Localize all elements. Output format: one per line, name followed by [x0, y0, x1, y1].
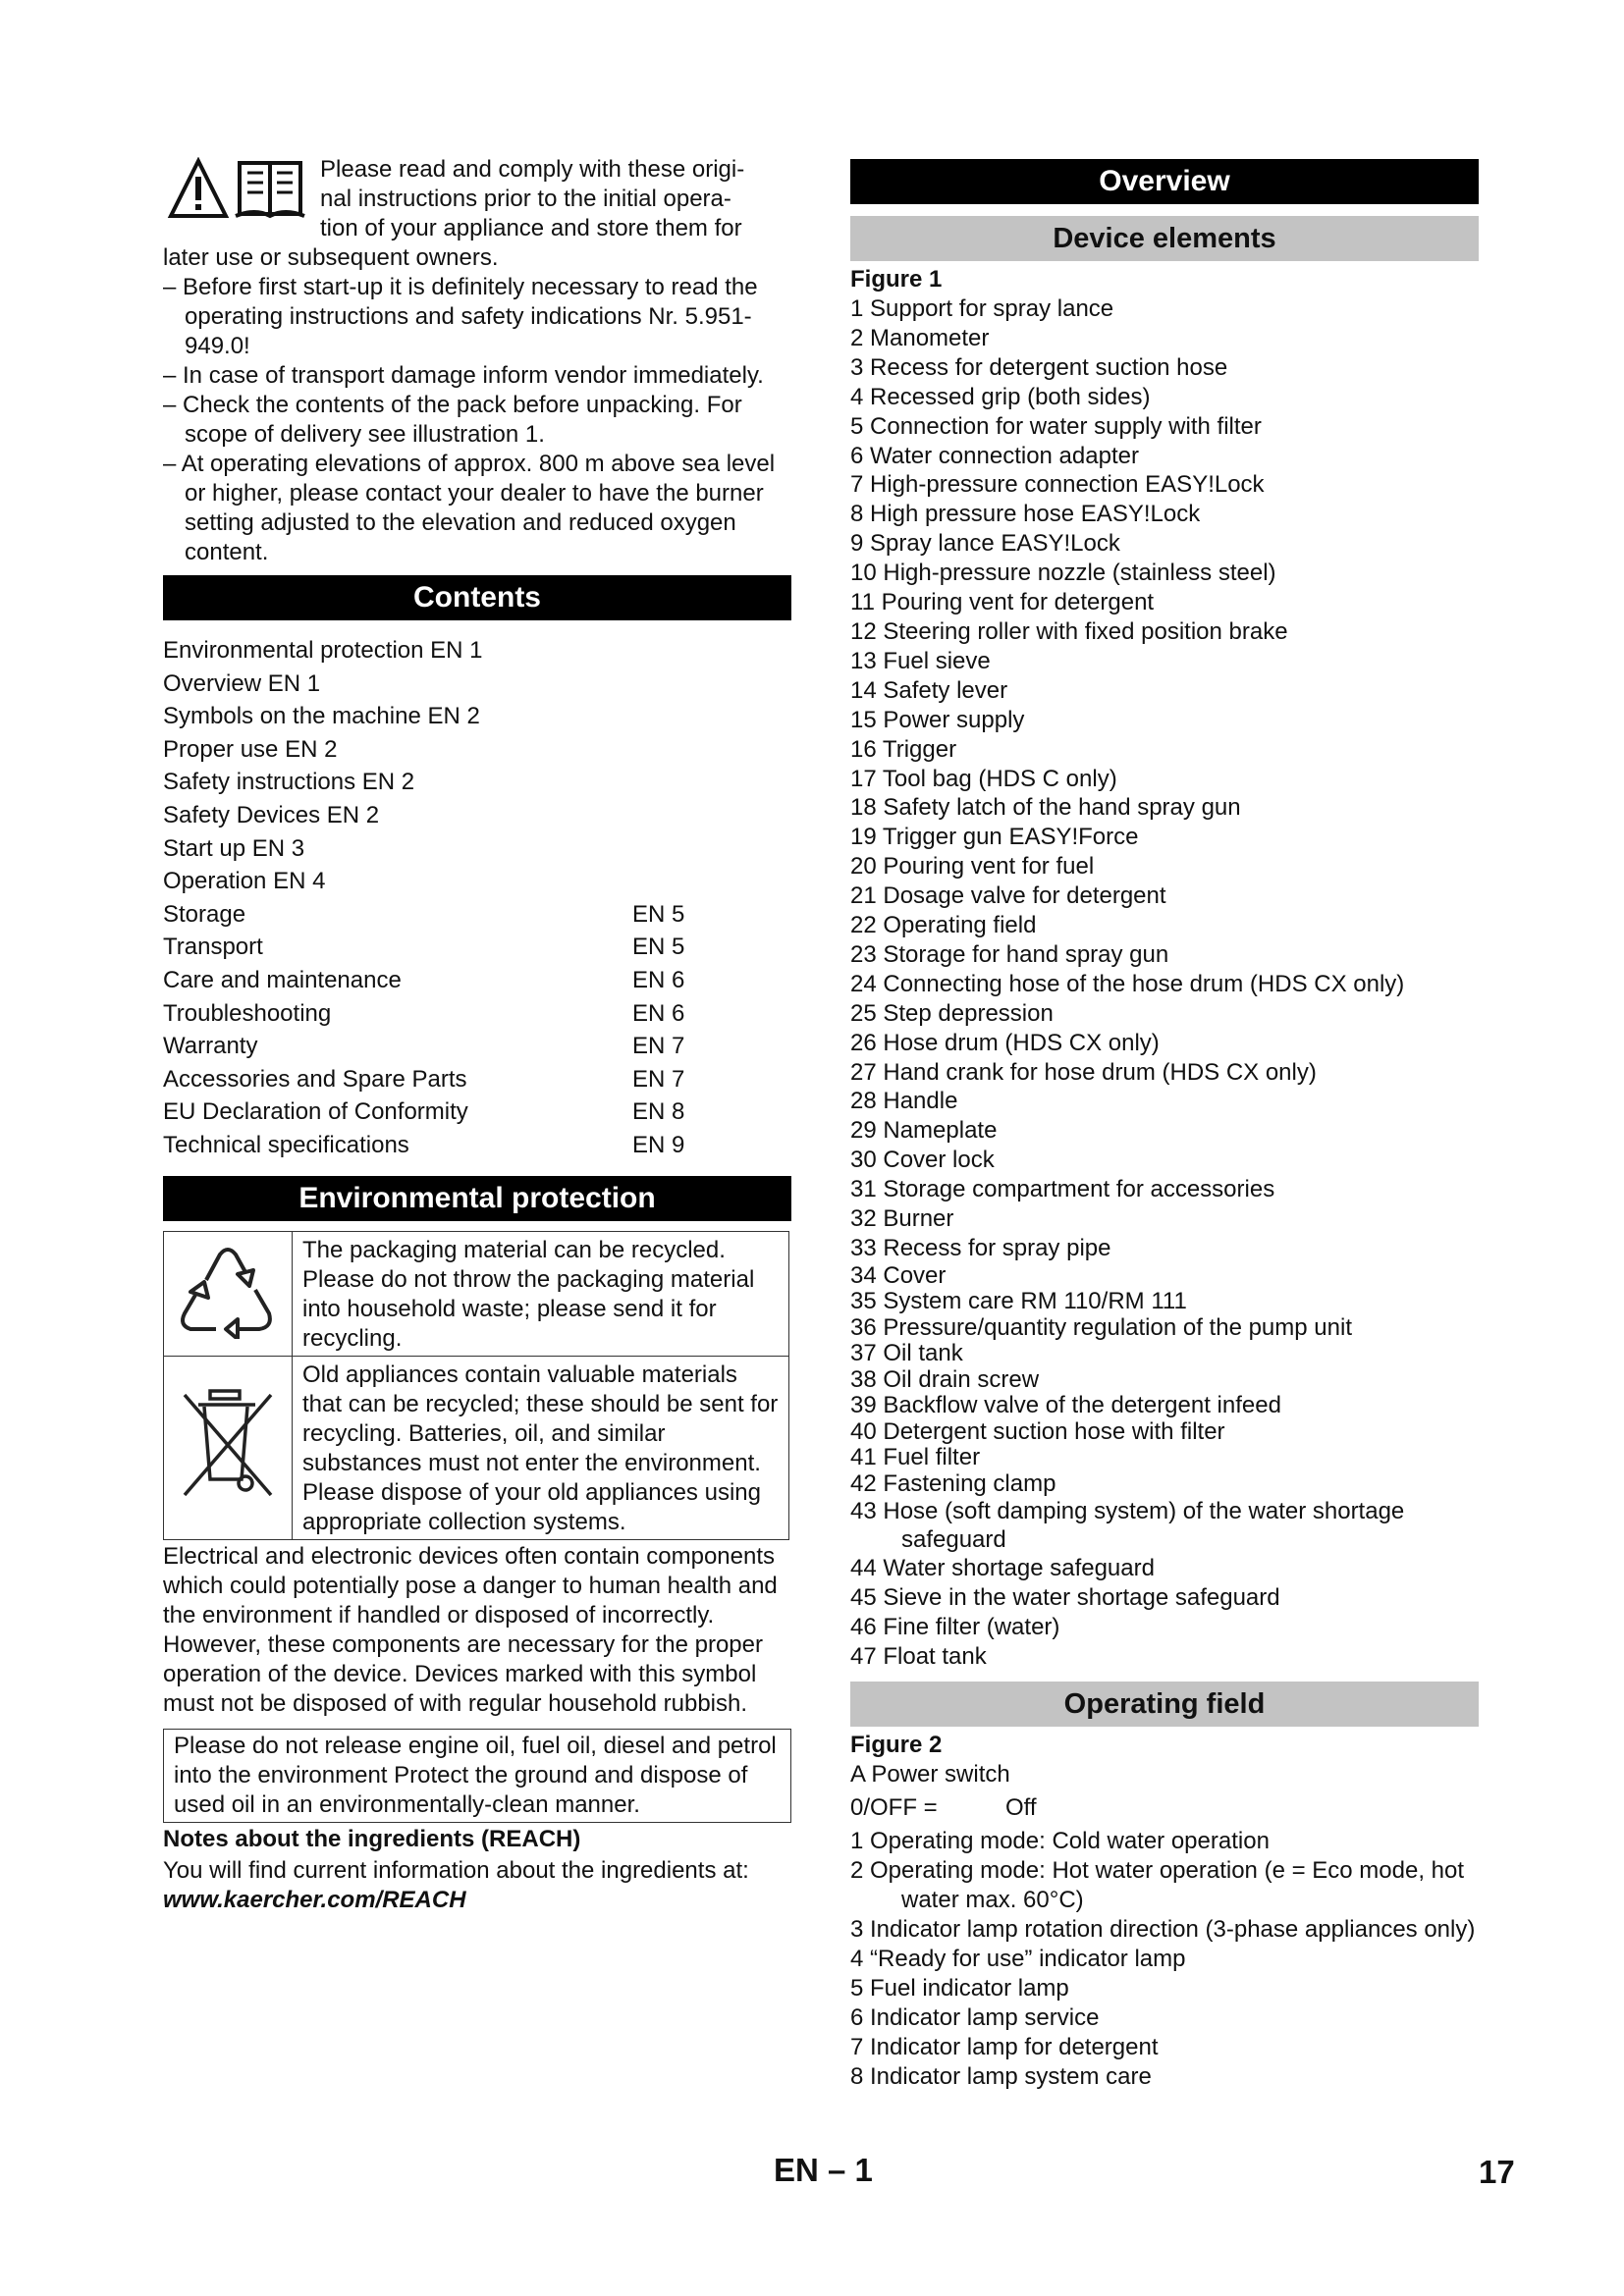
toc-title: Accessories and Spare Parts [163, 1065, 467, 1093]
power-switch-label: A Power switch [850, 1761, 1010, 1789]
toc-page: EN 8 [632, 1098, 685, 1126]
list-item: 40 Detergent suction hose with filter [850, 1417, 1225, 1445]
operating-field-heading: Operating field [850, 1682, 1479, 1727]
list-item: 10 High-pressure nozzle (stainless steel) [850, 560, 1276, 587]
toc-row [163, 700, 791, 733]
toc-row [163, 898, 791, 932]
toc-row [163, 832, 791, 866]
list-item: 6 Indicator lamp service [850, 2004, 1100, 2032]
list-item: 5 Connection for water supply with filter [850, 412, 1262, 440]
toc-title: EU Declaration of Conformity [163, 1098, 468, 1126]
list-item: 22 Operating field [850, 912, 1037, 939]
list-item: 1 Support for spray lance [850, 295, 1114, 322]
list-item: 35 System care RM 110/RM 111 [850, 1288, 1187, 1315]
overview-heading: Overview [850, 159, 1479, 204]
list-item: 34 Cover [850, 1261, 947, 1289]
list-item: 3 Indicator lamp rotation direction (3-phase appliances only) [850, 1916, 1476, 1944]
off-definition-row [850, 1793, 1479, 1823]
list-item: 4 “Ready for use” indicator lamp [850, 1946, 1186, 1973]
list-item: 25 Step depression [850, 999, 1054, 1027]
warning-read-manual-icon [167, 157, 310, 220]
reach-link[interactable]: www.kaercher.com/REACH [163, 1886, 466, 1913]
list-item: 12 Steering roller with fixed position brake [850, 617, 1288, 645]
bullet-item: – Before first start-up it is definitely necessary to read the operating instructions and safety indications Nr. 5.951-949.0! [163, 274, 758, 359]
list-item: 15 Power supply [850, 706, 1025, 733]
list-item: 46 Fine filter (water) [850, 1614, 1060, 1641]
list-item: 27 Hand crank for hose drum (HDS CX only) [850, 1058, 1317, 1086]
list-item: 3 Recess for detergent suction hose [850, 353, 1228, 381]
toc-title: Technical specifications [163, 1131, 409, 1158]
toc-title: Safety Devices EN 2 [163, 801, 380, 828]
toc-row [163, 997, 791, 1031]
toc-title: Environmental protection EN 1 [163, 637, 483, 664]
list-item: 43 Hose (soft damping system) of the water shortage safeguard [850, 1498, 1405, 1554]
toc-title: Storage [163, 900, 246, 928]
list-item: 29 Nameplate [850, 1117, 998, 1145]
operating-field-list [850, 1827, 1479, 2092]
toc-row [163, 799, 791, 832]
bullet-item: – Check the contents of the pack before unpacking. For scope of delivery see illustration 1. [163, 392, 742, 448]
table-of-contents [163, 634, 791, 1162]
left-column [163, 155, 791, 1915]
list-item: 37 Oil tank [850, 1340, 963, 1367]
list-item: 19 Trigger gun EASY!Force [850, 824, 1139, 851]
electrical-devices-text: Electrical and electronic devices often contain components which could potentially pose a danger to human health and the environment if handled or disposed of incorrectly. However, these components are necessary for the proper operation of the device. Devices marked with this symbol must not be disposed of with regular household rubbish. [163, 1542, 778, 1717]
bullet-item: – In case of transport damage inform vendor immediately. [163, 362, 764, 389]
off-value: Off [1005, 1794, 1037, 1822]
toc-page: EN 7 [632, 1065, 685, 1093]
old-appliances-text-cell: Old appliances contain valuable materials that can be recycled; these should be sent for recycling. Batteries, oil, and similar substances must not enter the environment. Please dispose of your old appliances using appropriate collection systems. [293, 1356, 789, 1539]
intro-bullets [163, 273, 791, 567]
recycle-icon-cell [164, 1231, 293, 1356]
intro-notice [163, 155, 791, 273]
list-item: 36 Pressure/quantity regulation of the pump unit [850, 1313, 1352, 1341]
list-item: 5 Fuel indicator lamp [850, 1975, 1069, 2002]
list-item: 11 Pouring vent for detergent [850, 589, 1155, 616]
toc-title: Symbols on the machine EN 2 [163, 703, 480, 730]
list-item: 18 Safety latch of the hand spray gun [850, 794, 1241, 822]
toc-title: Troubleshooting [163, 999, 332, 1027]
list-item: 38 Oil drain screw [850, 1365, 1040, 1393]
intro-line-4: later use or subsequent owners. [163, 244, 499, 271]
environmental-protection-heading: Environmental protection [163, 1176, 791, 1221]
toc-row [163, 1095, 791, 1129]
toc-title: Proper use EN 2 [163, 735, 338, 763]
toc-page: EN 6 [632, 999, 685, 1027]
list-item: 47 Float tank [850, 1643, 987, 1671]
oil-notice-text: Please do not release engine oil, fuel oil, diesel and petrol into the environment Protect the ground and dispose of used oil in an environmentally-clean manner. [174, 1732, 777, 1818]
list-item: 13 Fuel sieve [850, 647, 991, 674]
toc-row [163, 931, 791, 964]
list-item: 8 High pressure hose EASY!Lock [850, 501, 1201, 528]
device-elements-heading: Device elements [850, 216, 1479, 261]
list-item: 26 Hose drum (HDS CX only) [850, 1029, 1160, 1056]
toc-row [163, 1063, 791, 1096]
toc-page: EN 9 [632, 1131, 685, 1158]
table-row [164, 1231, 789, 1356]
list-item: 21 Dosage valve for detergent [850, 882, 1166, 910]
toc-row [163, 766, 791, 799]
toc-page: EN 5 [632, 934, 685, 961]
list-item: 39 Backflow valve of the detergent infeed [850, 1392, 1281, 1419]
list-item: 20 Pouring vent for fuel [850, 853, 1095, 881]
intro-line-2: nal instructions prior to the initial opera- [320, 186, 731, 212]
toc-title: Care and maintenance [163, 966, 402, 993]
list-item: 28 Handle [850, 1088, 958, 1115]
list-item: 7 Indicator lamp for detergent [850, 2034, 1159, 2061]
figure-1-label: Figure 1 [850, 266, 943, 293]
list-item: 2 Manometer [850, 324, 990, 351]
crossed-bin-icon [177, 1385, 279, 1503]
list-item: 42 Fastening clamp [850, 1469, 1056, 1497]
list-item: 1 Operating mode: Cold water operation [850, 1828, 1270, 1855]
toc-title: Start up EN 3 [163, 834, 305, 862]
list-item: 31 Storage compartment for accessories [850, 1176, 1275, 1203]
toc-page: EN 6 [632, 966, 685, 993]
list-item: 4 Recessed grip (both sides) [850, 383, 1151, 410]
intro-line-1: Please read and comply with these origi- [320, 156, 745, 183]
recycle-icon [177, 1241, 279, 1339]
off-label: 0/OFF = [850, 1794, 938, 1822]
table-row [164, 1356, 789, 1539]
list-item: 8 Indicator lamp system care [850, 2063, 1152, 2091]
recycle-text-cell: The packaging material can be recycled. Please do not throw the packaging material into household waste; please send it for recycling. [293, 1231, 789, 1356]
environment-symbols-table [163, 1231, 789, 1540]
toc-row [163, 1129, 791, 1162]
toc-title: Warranty [163, 1033, 258, 1060]
toc-row [163, 964, 791, 997]
bullet-item: – At operating elevations of approx. 800 m above sea level or higher, please contact your dealer to have the burner setting adjusted to the elevation and reduced oxygen content. [163, 451, 776, 565]
toc-title: Safety instructions EN 2 [163, 769, 415, 796]
list-item: 44 Water shortage safeguard [850, 1555, 1155, 1582]
footer-page-number: 17 [1479, 2154, 1515, 2190]
toc-title: Transport [163, 934, 263, 961]
list-item: 14 Safety lever [850, 676, 1008, 704]
list-item: 9 Spray lance EASY!Lock [850, 530, 1120, 558]
figure-2-label: Figure 2 [850, 1732, 943, 1759]
intro-line-3: tion of your appliance and store them for [320, 215, 742, 241]
list-item: 6 Water connection adapter [850, 442, 1139, 469]
contents-heading: Contents [163, 575, 791, 620]
list-item: 23 Storage for hand spray gun [850, 940, 1169, 968]
list-item: 16 Trigger [850, 735, 957, 763]
list-item: 41 Fuel filter [850, 1444, 981, 1471]
list-item: 33 Recess for spray pipe [850, 1235, 1111, 1261]
toc-page: EN 7 [632, 1033, 685, 1060]
list-item: 17 Tool bag (HDS C only) [850, 765, 1117, 792]
weee-icon-cell [164, 1356, 293, 1539]
toc-title: Operation EN 4 [163, 868, 326, 895]
list-item: 45 Sieve in the water shortage safeguard [850, 1584, 1280, 1612]
toc-row [163, 865, 791, 898]
list-item: 7 High-pressure connection EASY!Lock [850, 471, 1265, 499]
toc-row [163, 1030, 791, 1063]
toc-row [163, 667, 791, 701]
list-item: 32 Burner [850, 1205, 954, 1233]
toc-row [163, 634, 791, 667]
list-item: 30 Cover lock [850, 1147, 995, 1174]
oil-notice-box [163, 1729, 791, 1823]
reach-heading: Notes about the ingredients (REACH) [163, 1825, 581, 1852]
reach-text: You will find current information about the ingredients at: [163, 1856, 749, 1884]
toc-page: EN 5 [632, 900, 685, 928]
toc-title: Overview EN 1 [163, 669, 321, 697]
device-elements-list [850, 294, 1479, 1672]
list-item: 24 Connecting hose of the hose drum (HDS CX only) [850, 970, 1405, 997]
right-column [850, 155, 1479, 2092]
footer-language-page: EN – 1 [774, 2152, 873, 2188]
toc-row [163, 733, 791, 767]
list-item: 2 Operating mode: Hot water operation (e = Eco mode, hot water max. 60°C) [850, 1857, 1465, 1914]
